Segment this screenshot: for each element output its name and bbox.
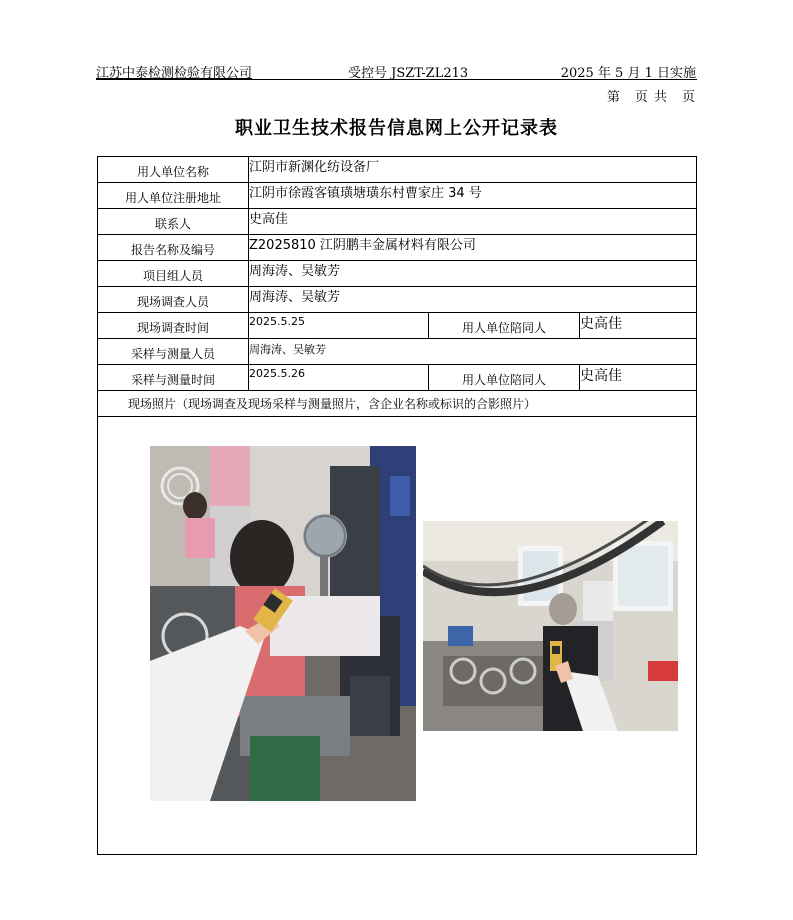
row-survey-time xyxy=(98,313,696,339)
row-sampling-staff xyxy=(98,339,696,365)
survey-staff-value: 周海涛、吴敏芳 xyxy=(249,290,341,305)
contact-label: 联系人 xyxy=(98,209,249,234)
escort-value-2: 史高佳 xyxy=(580,368,622,384)
photos-label: 现场照片（现场调查及现场采样与测量照片，含企业名称或标识的合影照片） xyxy=(128,397,537,411)
employer-name-value: 江阴市新渊化纺设备厂 xyxy=(249,160,380,175)
team-label: 项目组人员 xyxy=(98,261,249,286)
report-label: 报告名称及编号 xyxy=(98,235,249,260)
site-photo-sampling xyxy=(423,521,678,731)
row-contact xyxy=(98,209,696,235)
row-report xyxy=(98,235,696,261)
survey-time-value: 2025.5.25 xyxy=(249,315,305,328)
site-photo-survey xyxy=(150,446,416,801)
escort-label-1: 用人单位陪同人 xyxy=(428,313,580,338)
row-survey-staff xyxy=(98,287,696,313)
row-employer-address xyxy=(98,183,696,209)
row-photos-header xyxy=(98,391,696,417)
header-company: 江苏中泰检测检验有限公司 xyxy=(96,66,253,81)
page-number-line: 第 页 共 页 xyxy=(606,90,696,105)
header-effective-date: 2025 年 5 月 1 日实施 xyxy=(560,66,696,81)
sampling-time-value: 2025.5.26 xyxy=(249,367,305,380)
survey-staff-label: 现场调查人员 xyxy=(98,287,249,312)
escort-label-2: 用人单位陪同人 xyxy=(428,365,580,390)
employer-address-value: 江阴市徐霞客镇璜塘璜东村曹家庄 34 号 xyxy=(249,186,482,201)
record-form xyxy=(97,156,697,855)
sampling-time-label: 采样与测量时间 xyxy=(98,365,249,390)
escort-value-1: 史高佳 xyxy=(580,316,622,332)
sampling-staff-value: 周海涛、吴敏芳 xyxy=(249,343,326,356)
sampling-staff-label: 采样与测量人员 xyxy=(98,339,249,364)
row-team xyxy=(98,261,696,287)
header-control-number: 受控号 JSZT-ZL213 xyxy=(348,66,469,81)
employer-name-label: 用人单位名称 xyxy=(98,157,249,182)
team-value: 周海涛、吴敏芳 xyxy=(249,264,341,279)
employer-address-label: 用人单位注册地址 xyxy=(98,183,249,208)
report-value: Z2025810 江阴鹏丰金属材料有限公司 xyxy=(249,238,476,253)
page-title: 职业卫生技术报告信息网上公开记录表 xyxy=(235,118,558,139)
survey-time-label: 现场调查时间 xyxy=(98,313,249,338)
header-rule xyxy=(96,79,697,80)
contact-value: 史高佳 xyxy=(249,212,289,227)
row-sampling-time xyxy=(98,365,696,391)
row-employer-name xyxy=(98,157,696,183)
